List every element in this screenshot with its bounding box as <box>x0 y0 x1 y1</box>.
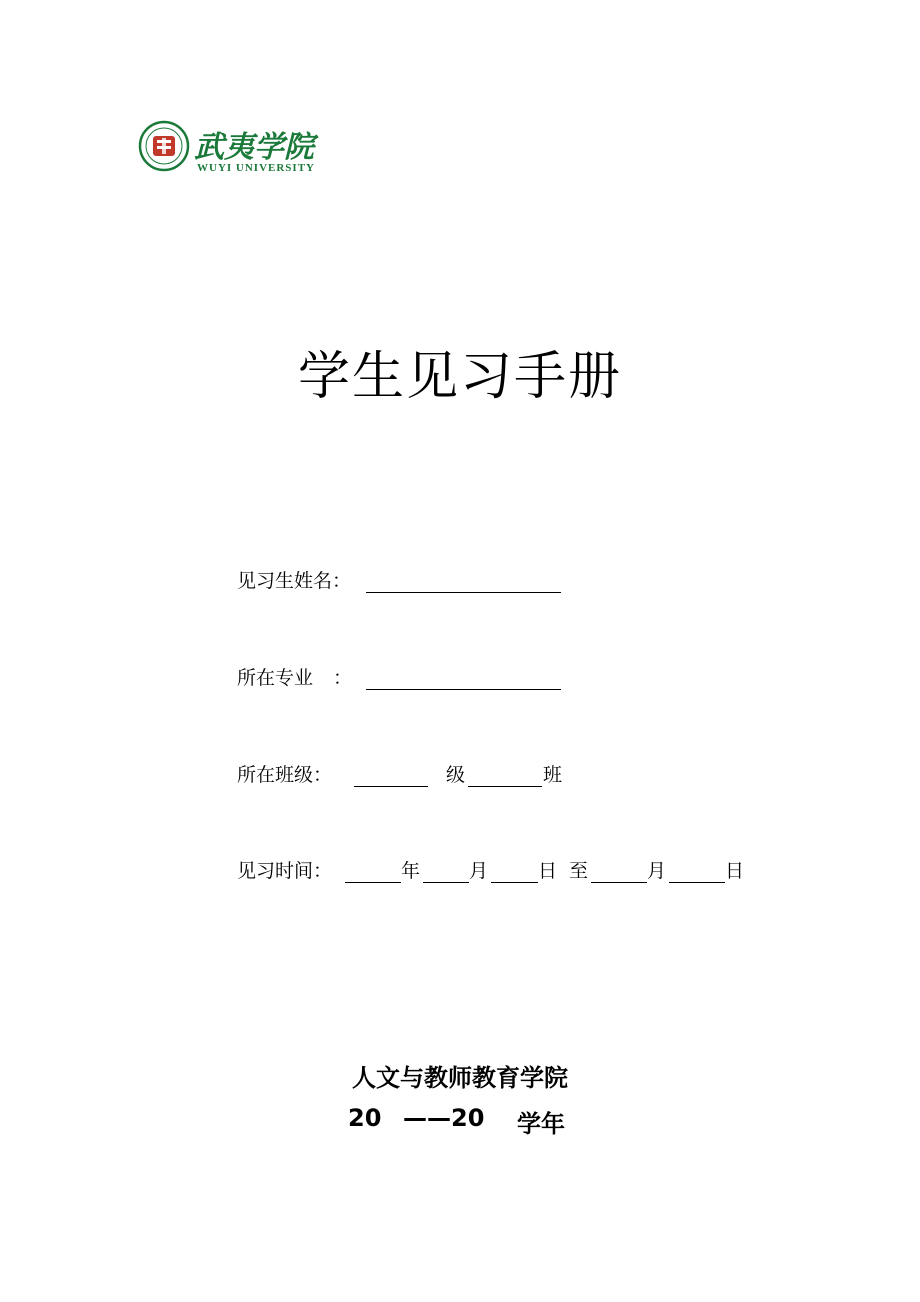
college-name: 人文与教师教育学院 <box>352 1064 568 1092</box>
major-colon: ： <box>333 667 353 689</box>
time-year-blank[interactable] <box>345 882 401 883</box>
student-name-row <box>237 568 637 598</box>
logo-english-name: WUYI UNIVERSITY <box>197 162 315 174</box>
class-unit-text: 班 <box>543 764 563 786</box>
year-suffix: 学年 <box>517 1110 565 1138</box>
year-start: 20 <box>348 1104 382 1132</box>
logo-chinese-name: 武夷学院 <box>194 130 314 165</box>
time-month1-blank[interactable] <box>423 882 469 883</box>
time-year-text: 年 <box>401 860 421 882</box>
time-to-text: 至 <box>569 860 589 882</box>
class-row <box>237 762 637 792</box>
class-number-blank[interactable] <box>468 786 542 787</box>
class-grade-blank[interactable] <box>354 786 428 787</box>
university-seal-icon <box>138 120 190 172</box>
major-blank[interactable] <box>366 689 561 690</box>
class-label: 所在班级： <box>237 764 333 786</box>
major-label: 所在专业 <box>237 667 314 689</box>
time-day1-blank[interactable] <box>491 882 538 883</box>
major-row <box>237 665 637 695</box>
time-day2-text: 日 <box>725 860 745 882</box>
internship-time-row <box>237 858 777 888</box>
time-month1-text: 月 <box>469 860 489 882</box>
year-dash-end: ——20 <box>403 1104 485 1132</box>
student-name-label: 见习生姓名： <box>237 570 352 592</box>
student-name-blank[interactable] <box>366 592 561 593</box>
time-month2-blank[interactable] <box>591 882 647 883</box>
university-logo <box>138 120 328 180</box>
time-label: 见习时间： <box>237 860 333 882</box>
time-month2-text: 月 <box>647 860 667 882</box>
time-day1-text: 日 <box>538 860 558 882</box>
time-day2-blank[interactable] <box>669 882 725 883</box>
academic-year <box>0 1104 920 1138</box>
page-title: 学生见习手册 <box>297 347 622 407</box>
class-grade-text: 级 <box>446 764 466 786</box>
